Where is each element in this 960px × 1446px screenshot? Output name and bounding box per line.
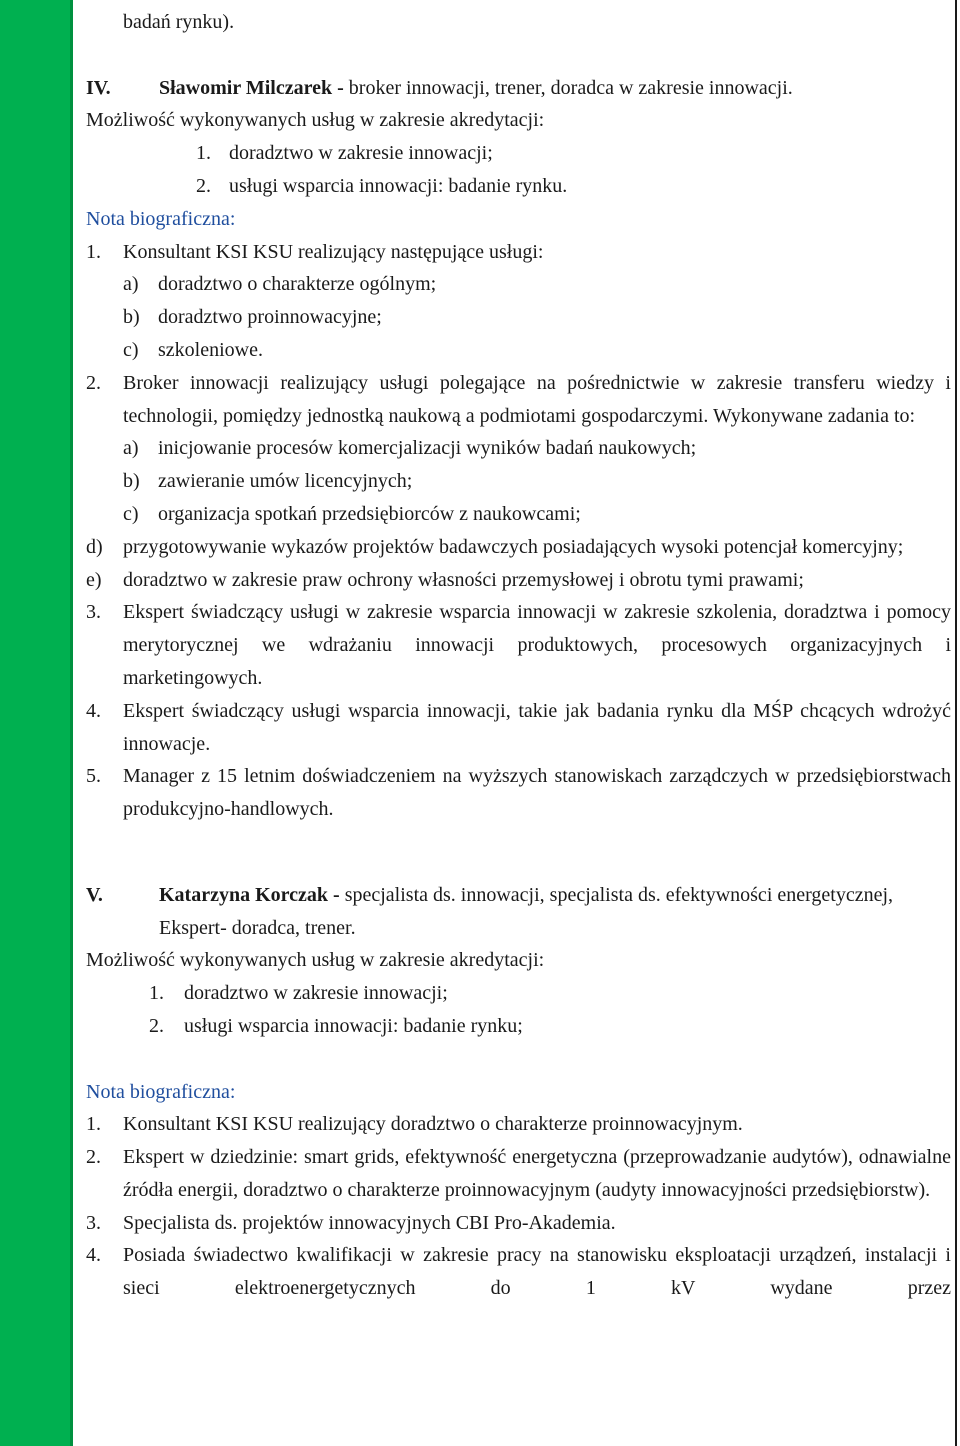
sub-item: b) zawieranie umów licencyjnych; bbox=[123, 470, 413, 493]
section-v-bio-item: 3. Specjalista ds. projektów innowacyjnych CBI Pro-Akademia. bbox=[86, 1211, 616, 1234]
section-v-bio-item: 2. Ekspert w dziedzinie: smart grids, efektywność energetyczna (przeprowadzanie audytów), odnawialne źródła energii, doradztwo o charakterze proinnowacyjnym (audyty innowacyjności przedsiębiorstw). bbox=[86, 1146, 951, 1201]
section-iv-bio-item: 5. Manager z 15 letnim doświadczeniem na wyższych stanowiskach zarządczych w przedsiębiorstwach produkcyjno-handlowych. bbox=[86, 765, 951, 821]
section-iv-service-item: 1. doradztwo w zakresie innowacji; bbox=[196, 142, 493, 165]
section-iv-bio-label: Nota biograficzna: bbox=[86, 207, 236, 230]
section-v-heading bbox=[86, 879, 951, 945]
sub-item: c) organizacja spotkań przedsiębiorców z naukowcami; bbox=[123, 502, 581, 525]
section-iv-service-item: 2. usługi wsparcia innowacji: badanie rynku. bbox=[196, 174, 568, 197]
left-color-bar bbox=[0, 0, 73, 1446]
section-iv-bio-sublist bbox=[86, 432, 951, 530]
document-body bbox=[86, 6, 951, 1305]
section-iv-bio-sublist bbox=[86, 268, 951, 366]
sub-item: c) szkoleniowe. bbox=[123, 338, 263, 361]
section-iv-bio-item: 4. Ekspert świadczący usługi wsparcia innowacji, takie jak badania rynku dla MŚP chcących wdrożyć innowacje. bbox=[86, 699, 951, 755]
sub-item-wrapped: d) przygotowywanie wykazów projektów badawczych posiadających wysoki potencjał komercyjny; bbox=[86, 535, 904, 558]
section-iv-number: IV. bbox=[86, 76, 111, 99]
section-v-bio-label: Nota biograficzna: bbox=[86, 1080, 236, 1103]
section-iv-name: Sławomir Milczarek - bbox=[159, 76, 344, 99]
section-iv-heading bbox=[86, 72, 951, 105]
sub-item: a) doradztwo o charakterze ogólnym; bbox=[123, 273, 437, 296]
section-v-name: Katarzyna Korczak - bbox=[159, 883, 340, 906]
section-iv-bio-item: 2. Broker innowacji realizujący usługi polegające na pośrednictwie w zakresie transferu wiedzy i technologii, pomiędzy jednostką naukową a podmiotami gospodarczymi. Wykonywane zadania to: bbox=[86, 371, 951, 427]
section-v-bio-item: 1. Konsultant KSI KSU realizujący doradztwo o charakterze proinnowacyjnym. bbox=[86, 1113, 743, 1136]
section-iv-role: broker innowacji, trener, doradca w zakresie innowacji. bbox=[343, 76, 793, 99]
section-v-service-item: 2. usługi wsparcia innowacji: badanie rynku; bbox=[149, 1014, 523, 1037]
section-iv-bio-item: 3. Ekspert świadczący usługi w zakresie wsparcia innowacji w zakresie szkolenia, doradztwa i pomocy merytorycznej we wdrażaniu innowacji produktowych, procesowych organizacyjnych i marketingowych. bbox=[86, 601, 951, 689]
section-v-service-item: 1. doradztwo w zakresie innowacji; bbox=[149, 982, 448, 1005]
section-v-role: specjalista ds. innowacji, specjalista ds. efektywności energetycznej, Ekspert- doradca, trener. bbox=[159, 883, 894, 939]
section-iv-services-label: Możliwość wykonywanych usług w zakresie akredytacji: bbox=[86, 109, 545, 132]
section-iv-bio-item: 1. Konsultant KSI KSU realizujący następujące usługi: bbox=[86, 240, 544, 263]
intro-tail: badań rynku). bbox=[123, 11, 235, 33]
section-v-services-label: Możliwość wykonywanych usług w zakresie akredytacji: bbox=[86, 949, 545, 972]
sub-item: a) inicjowanie procesów komercjalizacji wyników badań naukowych; bbox=[123, 437, 697, 460]
sub-item: b) doradztwo proinnowacyjne; bbox=[123, 306, 382, 329]
section-v-bio-item: 4. Posiada świadectwo kwalifikacji w zakresie pracy na stanowisku eksploatacji urządzeń, instalacji i sieci elektroenergetycznych do 1 kV wydane przez bbox=[86, 1244, 951, 1300]
sub-item-wrapped: e) doradztwo w zakresie praw ochrony własności przemysłowej i obrotu tymi prawami; bbox=[86, 568, 804, 591]
section-v-number: V. bbox=[86, 883, 103, 906]
